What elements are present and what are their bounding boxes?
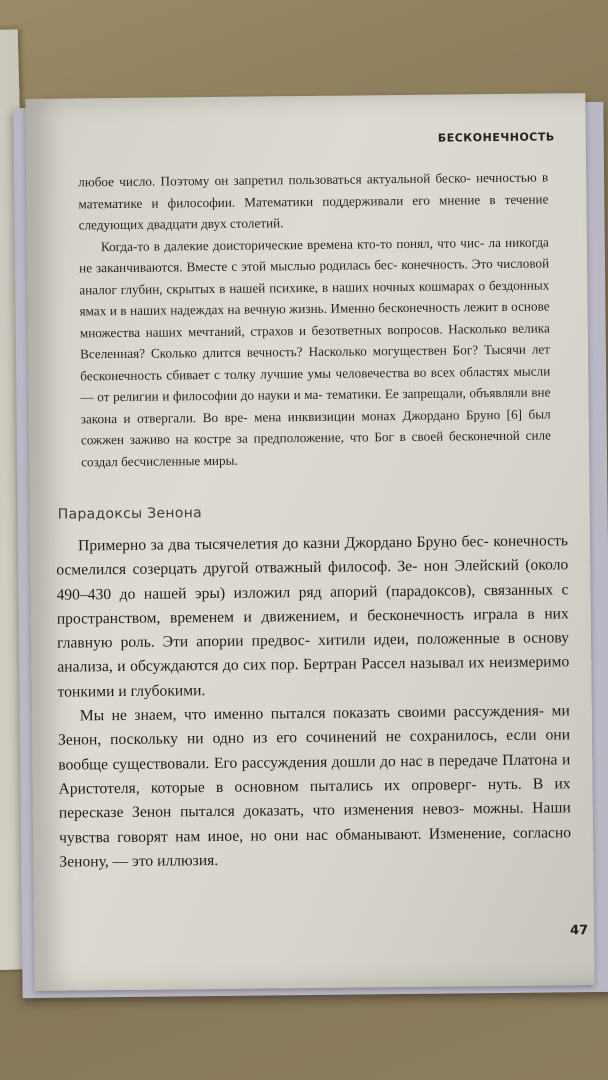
text-line: пор. Бертран Рассел называл их неизмеримо тонкими и глубокими. (57, 653, 570, 701)
book-page (25, 93, 594, 991)
text-line: любое число. Поэтому он запретил пользоваться актуальной беско- (78, 170, 471, 190)
text-line: и бесконечность играла в них главную роль. Эти апории предвос- (56, 605, 569, 652)
text-line: нечностью в математике и философии. Математики поддерживали (78, 169, 549, 211)
text-line: Вселенная? Сколько длится вечность? Насколько могуществен Бог? (79, 342, 479, 362)
text-line: нуть. В их пересказе Зенон пытался доказать, что изменения невоз- (58, 775, 571, 822)
text-line: на вечную жизнь. Именно бесконечность лежит в основе множества (79, 298, 550, 340)
text-line: ми Зенон, поскольку ни одно из его сочинений не сохранилось, если (57, 702, 570, 750)
text-line: ла никогда не заканчиваются. Вместе с этой мыслью родилась бес- (79, 233, 549, 276)
text-line: Изменение, согласно Зенону, — это иллюзия. (59, 823, 572, 871)
intro-paragraph (78, 166, 549, 235)
text-line: нон Элейский (около 490–430 до нашей эры) изложил ряд апорий (56, 556, 569, 604)
text-line: можны. Наши чувства говорят нам иное, но они нас обманывают. (58, 799, 571, 847)
text-line: конечность осмелился созерцать другой отважный философ. Зе- (56, 532, 569, 579)
text-line: во всех областях мысли — от религии и философии до науки и ма- (80, 362, 551, 405)
text-line: Тысячи лет бесконечность сбивает с толку лучшие умы человечества (80, 341, 551, 383)
text-line: (парадоксов), связанных с пространством, временем и движением, (56, 580, 569, 628)
text-line: тематики. Ее запрещали, объявляли вне закона и отвергали. Во вре- (80, 384, 551, 426)
page-number: 47 (570, 923, 589, 939)
infinity-paragraph (79, 231, 551, 472)
text-line: Когда-то в далекие доисторические времена кто-то понял, что чис- (100, 234, 485, 254)
zeno-paragraph-2 (58, 699, 572, 874)
zeno-paragraph-1 (56, 529, 570, 704)
text-line: в наших ночных кошмарах о бездонных ямах и в наших надеждах (79, 276, 550, 319)
text-line: наших мечтаний, страхов и безответных вопросов. Насколько велика (145, 319, 550, 340)
text-line: Платона и Аристотеля, которые в основном пытались их опроверг- (58, 750, 571, 798)
text-line: хитили идеи, положенные в основу анализа, и обсуждаются до сих (57, 629, 570, 677)
text-line: бесчисленные миры. (121, 452, 238, 469)
text-line: конечность. Это числовой аналог глубин, скрытых в нашей психике, (79, 255, 550, 297)
section-title: Парадоксы Зенона (57, 505, 203, 523)
text-line: Мы не знаем, что именно пытался показать своими рассуждения- (79, 702, 545, 725)
text-line: его мнение в течение следующих двадцати двух столетий. (78, 190, 549, 233)
running-head: БЕСКОНЕЧНОСТЬ (437, 130, 555, 145)
zeno-text-block (56, 529, 572, 874)
text-line: Примерно за два тысячелетия до казни Джордано Бруно бес- (77, 533, 489, 555)
text-line: они вообще существовали. Его рассуждения дошли до нас в передаче (58, 726, 571, 774)
text-line: на костре за предположение, что Бог в своей бесконечной силе создал (81, 427, 551, 469)
text-line: мена инквизиции монах Джордано Бруно [6] был сожжен заживо (80, 405, 551, 448)
upper-text-block (78, 166, 551, 472)
